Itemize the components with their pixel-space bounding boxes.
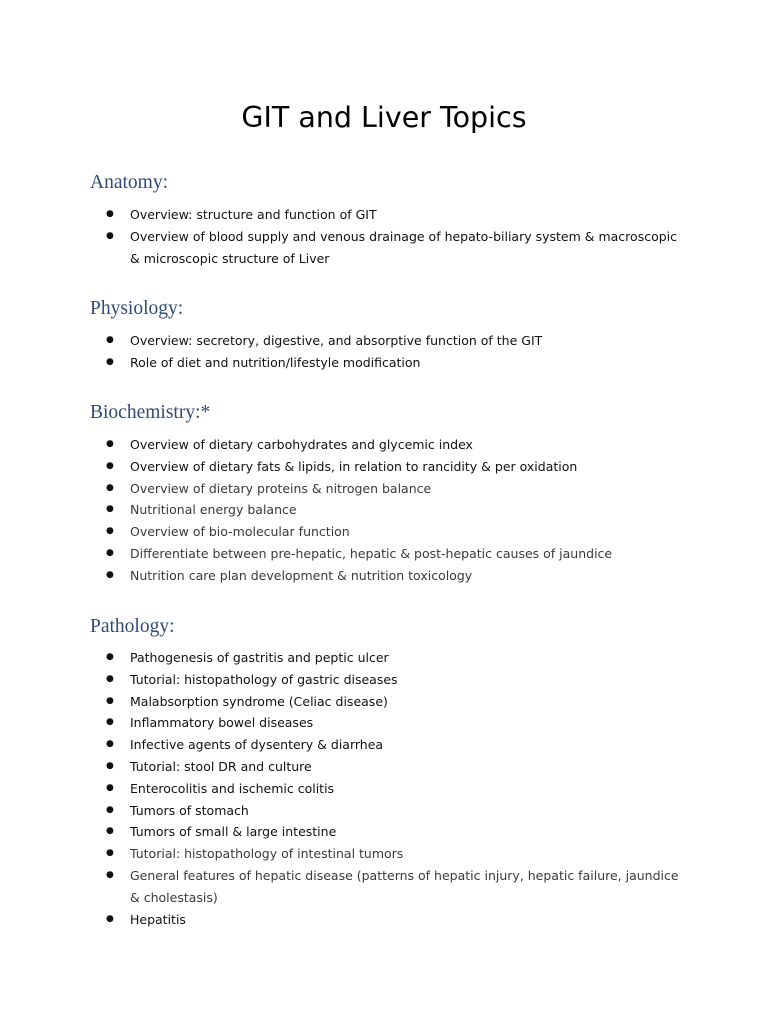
document-title: GIT and Liver Topics (241, 101, 527, 134)
list-item: ● Tutorial: histopathology of intestinal tumors (0, 843, 768, 865)
list-item: ● Pathogenesis of gastritis and peptic ulcer (0, 647, 768, 669)
section-heading-biochemistry: Biochemistry:* (90, 402, 211, 423)
biochemistry-list (0, 434, 768, 587)
list-item: ● Overview of bio-molecular function (0, 521, 768, 543)
list-item: ● Overview: secretory, digestive, and absorptive function of the GIT (0, 330, 768, 352)
list-item: ● Overview of dietary carbohydrates and glycemic index (0, 434, 768, 456)
list-item: ● Role of diet and nutrition/lifestyle modification (0, 352, 768, 374)
list-item: ● Malabsorption syndrome (Celiac disease) (0, 691, 768, 713)
list-item: ● Nutritional energy balance (0, 499, 768, 521)
section-heading-pathology: Pathology: (90, 616, 175, 637)
list-item: ● Tumors of stomach (0, 800, 768, 822)
list-item: ● Tumors of small & large intestine (0, 821, 768, 843)
list-item: ● General features of hepatic disease (patterns of hepatic injury, hepatic failure, jaundice & cholestasis) (0, 865, 768, 909)
list-item: ● Tutorial: histopathology of gastric diseases (0, 669, 768, 691)
list-item: ● Overview: structure and function of GIT (0, 204, 768, 226)
section-heading-anatomy: Anatomy: (90, 172, 168, 193)
list-item: ● Enterocolitis and ischemic colitis (0, 778, 768, 800)
list-item: ● Overview of dietary proteins & nitrogen balance (0, 478, 768, 500)
list-item: ● Overview of blood supply and venous drainage of hepato-biliary system & macroscopic & microscopic structure of Liver (0, 226, 768, 270)
anatomy-list (0, 204, 768, 269)
list-item: ● Tutorial: stool DR and culture (0, 756, 768, 778)
list-item: ● Inflammatory bowel diseases (0, 712, 768, 734)
list-item: ● Differentiate between pre-hepatic, hepatic & post-hepatic causes of jaundice (0, 543, 768, 565)
section-heading-physiology: Physiology: (90, 298, 184, 319)
physiology-list (0, 330, 768, 374)
list-item: ● Hepatitis (0, 909, 768, 931)
pathology-list (0, 647, 768, 930)
list-item: ● Overview of dietary fats & lipids, in relation to rancidity & per oxidation (0, 456, 768, 478)
list-item: ● Infective agents of dysentery & diarrhea (0, 734, 768, 756)
list-item: ● Nutrition care plan development & nutrition toxicology (0, 565, 768, 587)
